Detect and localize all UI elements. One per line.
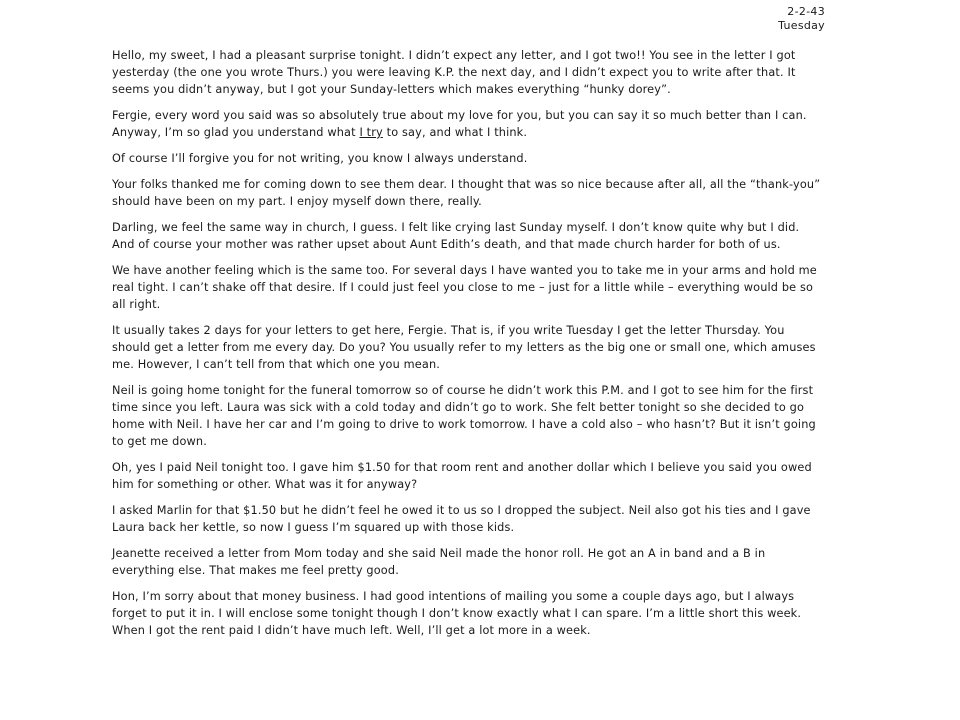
paragraph-8: Neil is going home tonight for the funeral tomorrow so of course he didn’t work this P.M. and I got to see him for the first time since you left. Laura was sick with a cold today and didn’t go to work. She felt better tonight so she decided to go home with Neil. I have her car and I’m going to drive to work tomorrow. I have a cold also – who hasn’t? But it isn’t going to get me down. [112,384,816,448]
underlined-phrase: I try [359,126,383,139]
paragraph-2-text-after: to say, and what I think. [382,126,528,139]
letter-date: 2-2-43 [787,5,825,18]
paragraph-2 [112,107,824,141]
paragraph-3: Of course I’ll forgive you for not writing, you know I always understand. [112,152,528,165]
paragraph-11: Jeanette received a letter from Mom today and she said Neil made the honor roll. He got an A in band and a B in everything else. That makes me feel pretty good. [112,547,766,577]
paragraph-2-text-before: Fergie, every word you said was so absolutely true about my love for you, but you can say it so much better than I can. Anyway, I’m so glad you understand what [112,109,807,139]
paragraph-7: It usually takes 2 days for your letters to get here, Fergie. That is, if you write Tuesday I get the letter Thursday. You should get a letter from me every day. Do you? You usually refer to my letters as the big one or small one, which amuses me. However, I can’t tell from that which one you mean. [112,324,816,371]
paragraph-4: Your folks thanked me for coming down to see them dear. I thought that was so nice because after all, all the “thank-you” should have been on my part. I enjoy myself down there, really. [112,178,821,208]
letter-weekday: Tuesday [778,19,825,32]
paragraph-1: Hello, my sweet, I had a pleasant surprise tonight. I didn’t expect any letter, and I got two!! You see in the letter I got yesterday (the one you wrote Thurs.) you were leaving K.P. the next day, and I didn’t expect you to write after that. It seems you didn’t anyway, but I got your Sunday-letters which makes everything “hunky dorey”. [112,49,796,96]
paragraph-10: I asked Marlin for that $1.50 but he didn’t feel he owed it to us so I dropped the subject. Neil also got his ties and I gave Laura back her kettle, so now I guess I’m squared up with those kids. [112,504,811,534]
paragraph-5: Darling, we feel the same way in church, I guess. I felt like crying last Sunday myself. I don’t know quite why but I did. And of course your mother was rather upset about Aunt Edith’s death, and that made church harder for both of us. [112,221,800,251]
paragraph-12: Hon, I’m sorry about that money business. I had good intentions of mailing you some a couple days ago, but I always forget to put it in. I will enclose some tonight though I don’t know exactly what I can spare. I’m a little short this week. When I got the rent paid I didn’t have much left. Well, I’ll get a lot more in a week. [112,590,802,637]
paragraph-9: Oh, yes I paid Neil tonight too. I gave him $1.50 for that room rent and another dollar which I believe you said you owed him for something or other. What was it for anyway? [112,461,812,491]
paragraph-6: We have another feeling which is the same too. For several days I have wanted you to take me in your arms and hold me real tight. I can’t shake off that desire. If I could just feel you close to me – just for a little while – everything would be so all right. [112,264,817,311]
letter-dateline [778,5,825,33]
letter-body [112,47,824,648]
